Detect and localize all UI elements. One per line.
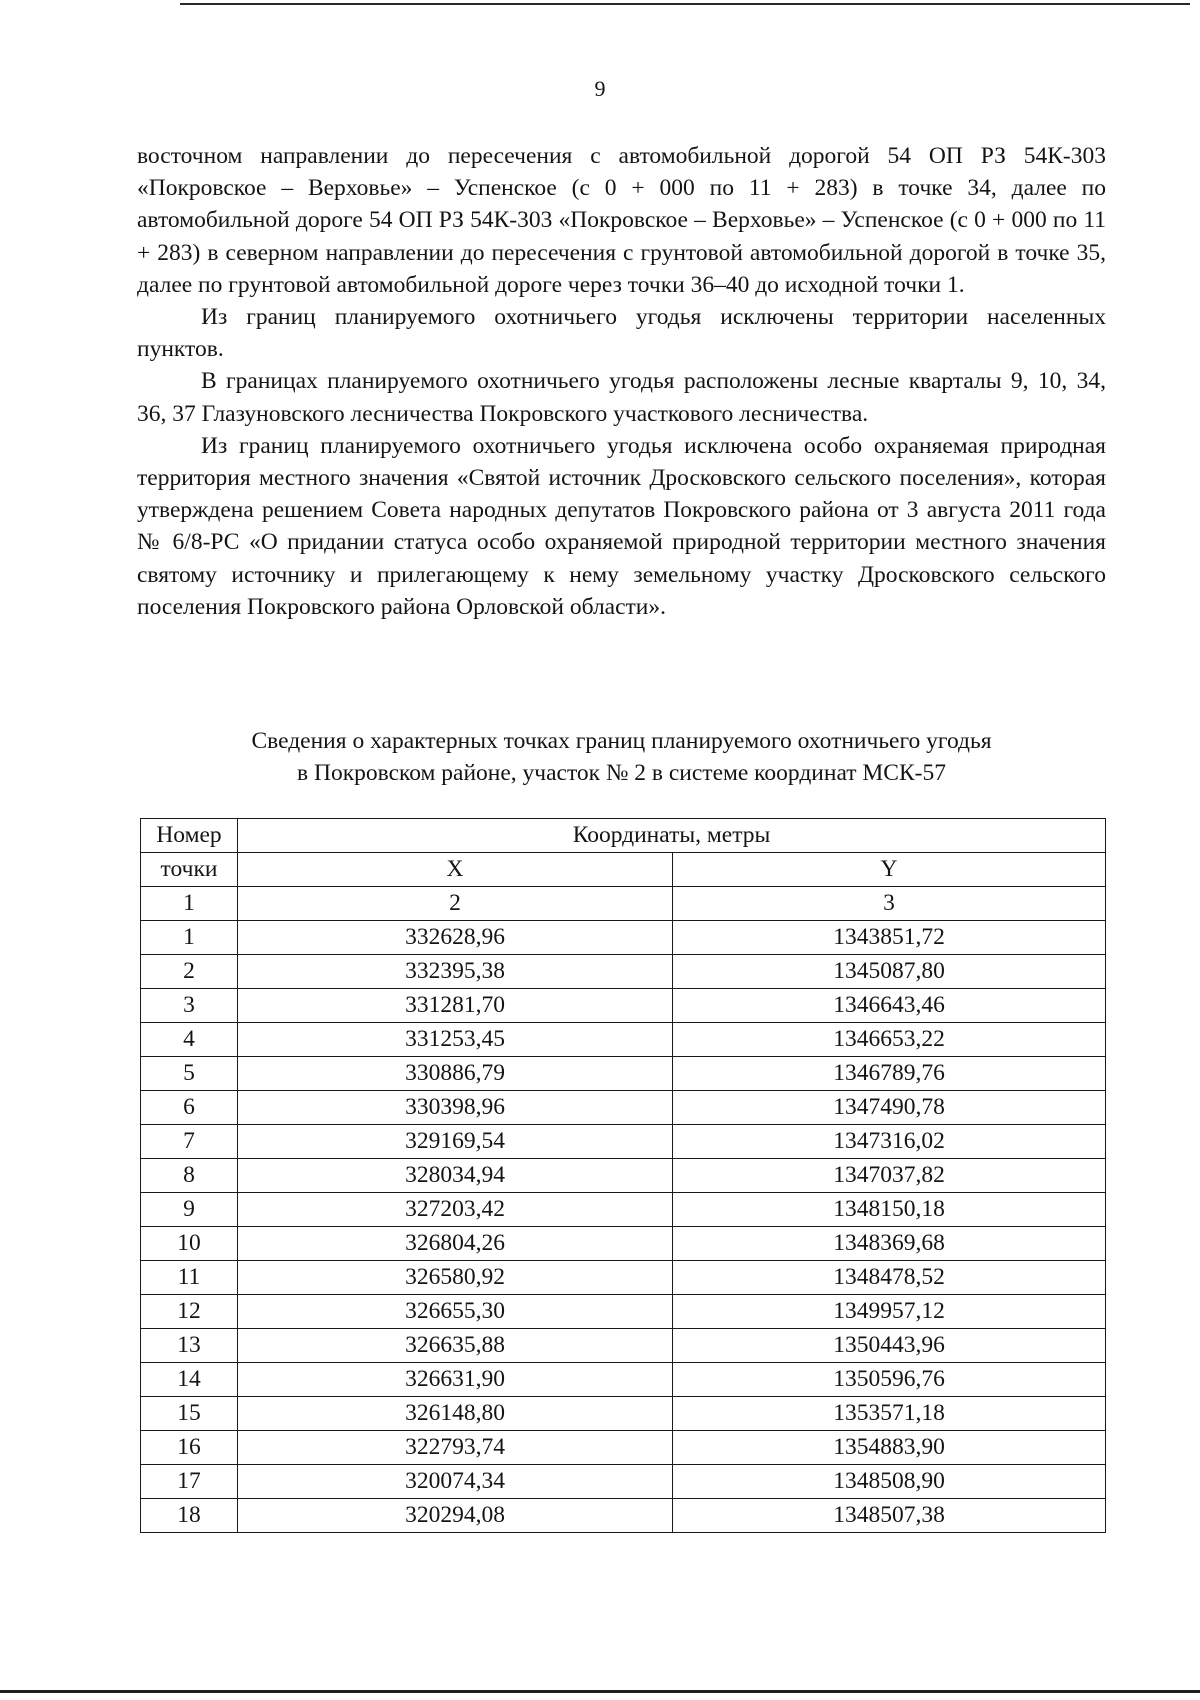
table-row [141, 1363, 1106, 1397]
y-coordinate-cell: 1348369,68 [673, 1227, 1106, 1261]
y-coordinate-cell: 1348507,38 [673, 1499, 1106, 1533]
x-coordinate-cell: 332628,96 [238, 921, 673, 955]
y-coordinate-cell: 1346643,46 [673, 989, 1106, 1023]
point-number-cell: 2 [141, 955, 238, 989]
x-coordinate-cell: 326631,90 [238, 1363, 673, 1397]
x-coordinate-cell: 331253,45 [238, 1023, 673, 1057]
column-number-3: 3 [673, 887, 1106, 921]
y-coordinate-cell: 1343851,72 [673, 921, 1106, 955]
point-number-cell: 11 [141, 1261, 238, 1295]
table-column-numbers-row [141, 887, 1106, 921]
x-coordinate-cell: 330398,96 [238, 1091, 673, 1125]
coordinates-table [140, 818, 1106, 1533]
paragraph-protected-area: Из границ планируемого охотничьего угодья исключена особо охраняемая природная территория местного значения «Святой источник Дросковского сельского поселения», которая утверждена решением Совета народных депутатов Покровского района от 3 августа 2011 года № 6/8-РС «О придании статуса особо охраняемой природной территории местного значения святому источнику и прилегающему к нему земельному участку Дросковского сельского поселения Покровского района Орловской области». [137, 432, 1106, 620]
point-number-cell: 9 [141, 1193, 238, 1227]
point-number-cell: 6 [141, 1091, 238, 1125]
point-number-cell: 14 [141, 1363, 238, 1397]
table-row [141, 1227, 1106, 1261]
y-coordinate-cell: 1349957,12 [673, 1295, 1106, 1329]
y-coordinate-cell: 1347037,82 [673, 1159, 1106, 1193]
table-row [141, 989, 1106, 1023]
y-coordinate-cell: 1348150,18 [673, 1193, 1106, 1227]
point-number-cell: 12 [141, 1295, 238, 1329]
point-number-cell: 17 [141, 1465, 238, 1499]
x-coordinate-cell: 332395,38 [238, 955, 673, 989]
table-row [141, 1159, 1106, 1193]
point-number-cell: 13 [141, 1329, 238, 1363]
table-row [141, 1431, 1106, 1465]
table-row [141, 1091, 1106, 1125]
point-number-cell: 7 [141, 1125, 238, 1159]
x-coordinate-cell: 320294,08 [238, 1499, 673, 1533]
y-coordinate-cell: 1346653,22 [673, 1023, 1106, 1057]
table-row [141, 1295, 1106, 1329]
point-number-cell: 4 [141, 1023, 238, 1057]
header-y: Y [673, 853, 1106, 887]
y-coordinate-cell: 1353571,18 [673, 1397, 1106, 1431]
paragraph-route-continuation: восточном направлении до пересечения с автомобильной дорогой 54 ОП РЗ 54К-303 «Покровское – Верховье» – Успенское (с 0 + 000 по 11 + 283) в точке 34, далее по автомобильной дороге 54 ОП РЗ 54К-303 «Покровское – Верховье» – Успенское (с 0 + 000 по 11 + 283) в северном направлении до пересечения с грунтовой автомобильной дорогой в точке 35, далее по грунтовой автомобильной дороге через точки 36–40 до исходной точки 1. [137, 143, 1106, 298]
table-row [141, 921, 1106, 955]
table-row [141, 1261, 1106, 1295]
point-number-cell: 16 [141, 1431, 238, 1465]
x-coordinate-cell: 326655,30 [238, 1295, 673, 1329]
y-coordinate-cell: 1347490,78 [673, 1091, 1106, 1125]
scan-edge-top [180, 3, 1190, 5]
x-coordinate-cell: 329169,54 [238, 1125, 673, 1159]
page-number: 9 [594, 76, 606, 101]
table-header-row-1 [141, 819, 1106, 853]
paragraph-forest-quarters: В границах планируемого охотничьего угодья расположены лесные кварталы 9, 10, 34, 36, 37 Глазуновского лесничества Покровского участкового лесничества. [137, 368, 1106, 427]
x-coordinate-cell: 320074,34 [238, 1465, 673, 1499]
x-coordinate-cell: 331281,70 [238, 989, 673, 1023]
x-coordinate-cell: 328034,94 [238, 1159, 673, 1193]
table-row [141, 1193, 1106, 1227]
point-number-cell: 18 [141, 1499, 238, 1533]
column-number-2: 2 [238, 887, 673, 921]
point-number-cell: 1 [141, 921, 238, 955]
y-coordinate-cell: 1347316,02 [673, 1125, 1106, 1159]
table-caption [137, 725, 1106, 789]
table-caption-line-2: в Покровском районе, участок № 2 в системе координат МСК-57 [297, 760, 946, 786]
x-coordinate-cell: 322793,74 [238, 1431, 673, 1465]
y-coordinate-cell: 1350596,76 [673, 1363, 1106, 1397]
scan-edge-bottom [0, 1690, 1200, 1693]
column-number-1: 1 [141, 887, 238, 921]
header-x: X [238, 853, 673, 887]
table-row [141, 1499, 1106, 1533]
point-number-cell: 5 [141, 1057, 238, 1091]
y-coordinate-cell: 1345087,80 [673, 955, 1106, 989]
x-coordinate-cell: 326580,92 [238, 1261, 673, 1295]
y-coordinate-cell: 1354883,90 [673, 1431, 1106, 1465]
point-number-cell: 10 [141, 1227, 238, 1261]
table-row [141, 955, 1106, 989]
x-coordinate-cell: 326804,26 [238, 1227, 673, 1261]
document-body [137, 140, 1106, 623]
table-row [141, 1057, 1106, 1091]
table-row [141, 1329, 1106, 1363]
x-coordinate-cell: 326148,80 [238, 1397, 673, 1431]
header-point-number-line-2: точки [141, 853, 238, 887]
x-coordinate-cell: 327203,42 [238, 1193, 673, 1227]
y-coordinate-cell: 1348508,90 [673, 1465, 1106, 1499]
x-coordinate-cell: 326635,88 [238, 1329, 673, 1363]
header-coordinates: Координаты, метры [238, 819, 1106, 853]
table-caption-line-1: Сведения о характерных точках границ планируемого охотничьего угодья [251, 728, 992, 754]
point-number-cell: 15 [141, 1397, 238, 1431]
table-row [141, 1023, 1106, 1057]
point-number-cell: 3 [141, 989, 238, 1023]
y-coordinate-cell: 1346789,76 [673, 1057, 1106, 1091]
x-coordinate-cell: 330886,79 [238, 1057, 673, 1091]
paragraph-excluded-settlements: Из границ планируемого охотничьего угодья исключены территории населенных пунктов. [137, 304, 1106, 363]
table-header-row-2 [141, 853, 1106, 887]
table-row [141, 1397, 1106, 1431]
header-point-number-line-1: Номер [141, 819, 238, 853]
table-row [141, 1125, 1106, 1159]
y-coordinate-cell: 1350443,96 [673, 1329, 1106, 1363]
y-coordinate-cell: 1348478,52 [673, 1261, 1106, 1295]
point-number-cell: 8 [141, 1159, 238, 1193]
coordinates-table-body [141, 819, 1106, 1533]
table-row [141, 1465, 1106, 1499]
